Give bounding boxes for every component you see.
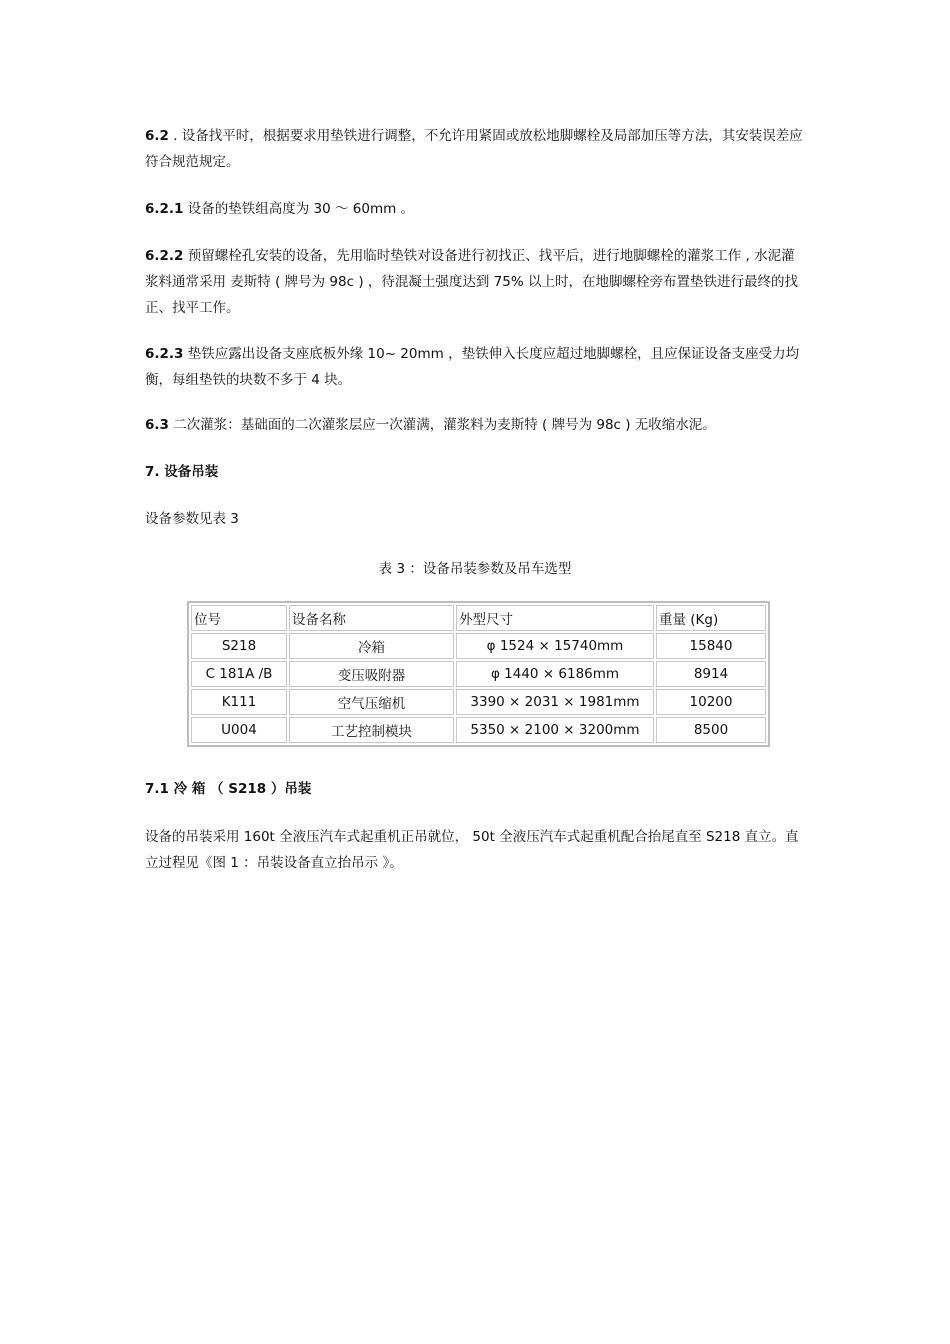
paragraph-6-2-1	[145, 196, 805, 222]
heading-7: 7. 设备吊装	[145, 464, 219, 480]
paragraph-text: 预留螺栓孔安装的设备，先用临时垫铁对设备进行初找正、找平后，进行地脚螺栓的灌浆工作 , 水泥灌浆料通常采用 麦斯特 ( 牌号为 98c ) ，待混凝土强度达到 75% 以上时，在地脚螺栓旁布置垫铁进行最终的找正、找平工作。	[145, 248, 798, 316]
table-row	[191, 633, 766, 659]
paragraph-text: 设备的垫铁组高度为 30 ～ 60mm 。	[187, 201, 415, 217]
heading-7-1: 7.1 冷 箱 （ S218 ）吊装	[145, 781, 312, 797]
table-cell: 空气压缩机	[289, 689, 454, 715]
equipment-parameters-table	[187, 601, 770, 747]
paragraph-text: 垫铁应露出设备支座底板外缘 10~ 20mm ，垫铁伸入长度应超过地脚螺栓，且应保证设备支座受力均衡，每组垫铁的块数不多于 4 块。	[145, 346, 800, 388]
table-cell: 15840	[656, 633, 766, 659]
table-cell: 3390 × 2031 × 1981mm	[456, 689, 654, 715]
table-cell: S218	[191, 633, 287, 659]
column-header: 位号	[191, 605, 287, 631]
table-cell: 8914	[656, 661, 766, 687]
section-number: 6.2	[145, 128, 169, 144]
column-header: 外型尺寸	[456, 605, 654, 631]
paragraph-7-1: 设备的吊装采用 160t 全液压汽车式起重机正吊就位， 50t 全液压汽车式起重机配合抬尾直至 S218 直立。直立过程见《图 1 ：吊装设备直立抬吊示 》。	[145, 829, 799, 871]
paragraph-6-2-2	[145, 243, 805, 321]
table-row	[191, 689, 766, 715]
paragraph-6-3	[145, 412, 805, 438]
table-caption: 表 3 ：设备吊装参数及吊车选型	[378, 561, 572, 577]
table-cell: 8500	[656, 717, 766, 743]
table-cell: φ 1524 × 15740mm	[456, 633, 654, 659]
column-header: 设备名称	[289, 605, 454, 631]
section-number: 6.2.2	[145, 248, 184, 264]
table-header-row	[191, 605, 766, 631]
table-cell: K111	[191, 689, 287, 715]
table-row	[191, 717, 766, 743]
section-number: 6.2.3	[145, 346, 184, 362]
table-cell: 冷箱	[289, 633, 454, 659]
table-cell: 10200	[656, 689, 766, 715]
table-cell: φ 1440 × 6186mm	[456, 661, 654, 687]
paragraph-7-intro: 设备参数见表 3	[145, 511, 239, 527]
table-cell: 工艺控制模块	[289, 717, 454, 743]
paragraph-6-2	[145, 123, 805, 175]
table-cell: C 181A /B	[191, 661, 287, 687]
table-cell: U004	[191, 717, 287, 743]
section-number: 6.2.1	[145, 201, 184, 217]
table-row	[191, 661, 766, 687]
table-cell: 变压吸附器	[289, 661, 454, 687]
section-number: 6.3	[145, 417, 169, 433]
paragraph-text: 二次灌浆：基础面的二次灌浆层应一次灌满，灌浆料为麦斯特 ( 牌号为 98c ) 无收缩水泥。	[173, 417, 716, 433]
paragraph-6-2-3	[145, 341, 805, 393]
column-header: 重量 (Kg)	[656, 605, 766, 631]
paragraph-text: . 设备找平时，根据要求用垫铁进行调整，不允许用紧固或放松地脚螺栓及局部加压等方法，其安装误差应符合规范规定。	[145, 128, 803, 170]
table-cell: 5350 × 2100 × 3200mm	[456, 717, 654, 743]
